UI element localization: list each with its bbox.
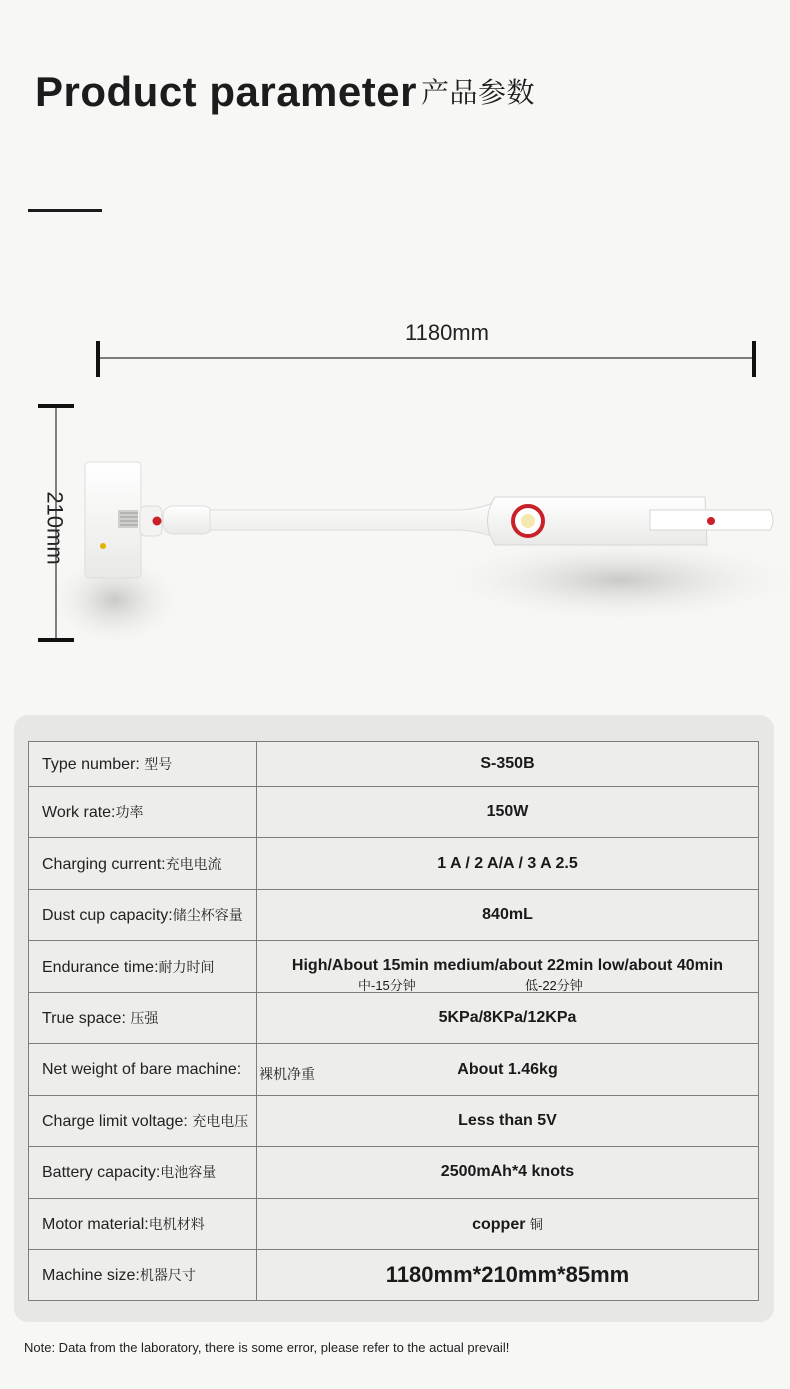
table-row	[29, 1146, 759, 1198]
param-value: 840mL	[257, 890, 759, 941]
param-value: 5KPa/8KPa/12KPa	[257, 993, 759, 1044]
param-key: Charging current:充电电流	[29, 838, 257, 890]
table-row	[29, 838, 759, 890]
endurance-main: High/About 15min medium/about 22min low/about 40min	[291, 956, 724, 974]
table-row	[29, 1198, 759, 1249]
page-title-en: Product parameter	[35, 68, 417, 115]
page-title	[35, 68, 535, 116]
red-joint-button-icon	[153, 517, 162, 526]
param-value: Less than 5V	[257, 1095, 759, 1146]
table-row	[29, 1095, 759, 1146]
endurance-sub-low: 低-22分钟	[525, 977, 583, 993]
footnote: Note: Data from the laboratory, there is some error, please refer to the actual prevail!	[24, 1340, 510, 1355]
height-dimension-label: 210mm	[42, 491, 68, 565]
length-dimension-label: 1180mm	[405, 320, 489, 345]
table-row	[29, 1249, 759, 1300]
param-key: Machine size:机器尺寸	[29, 1249, 257, 1300]
product-illustration	[0, 330, 790, 670]
parameter-table	[28, 741, 759, 1301]
endurance-sub-medium: 中-15分钟	[358, 977, 416, 993]
table-row	[29, 941, 759, 993]
title-underline	[28, 209, 102, 212]
page-title-cn: 产品参数	[420, 77, 535, 108]
param-key: Work rate:功率	[29, 787, 257, 838]
param-value: 裸机净重 About 1.46kg	[257, 1044, 759, 1095]
net-weight-cn-label: 裸机净重	[259, 1066, 315, 1083]
param-key: Net weight of bare machine:	[29, 1044, 257, 1095]
param-key: True space: 压强	[29, 993, 257, 1044]
param-value: 1 A / 2 A/A / 3 A 2.5	[257, 838, 759, 890]
param-key: Endurance time:耐力时间	[29, 941, 257, 993]
table-row	[29, 1044, 759, 1095]
floor-shadow-body	[430, 535, 790, 625]
param-key: Type number: 型号	[29, 742, 257, 787]
param-value: 2500mAh*4 knots	[257, 1146, 759, 1198]
param-value: 150W	[257, 787, 759, 838]
param-key: Battery capacity:电池容量	[29, 1146, 257, 1198]
table-row	[29, 742, 759, 787]
table-row	[29, 890, 759, 941]
param-key: Charge limit voltage: 充电电压	[29, 1095, 257, 1146]
table-row	[29, 787, 759, 838]
brand-logo-icon	[100, 543, 106, 549]
param-key: Dust cup capacity:储尘杯容量	[29, 890, 257, 941]
table-row	[29, 993, 759, 1044]
param-value	[257, 941, 759, 993]
param-value: S-350B	[257, 742, 759, 787]
param-key: Motor material:电机材料	[29, 1198, 257, 1249]
param-value: copper 铜	[257, 1198, 759, 1249]
param-value: 1180mm*210mm*85mm	[257, 1249, 759, 1300]
handle-button-icon	[707, 517, 715, 525]
